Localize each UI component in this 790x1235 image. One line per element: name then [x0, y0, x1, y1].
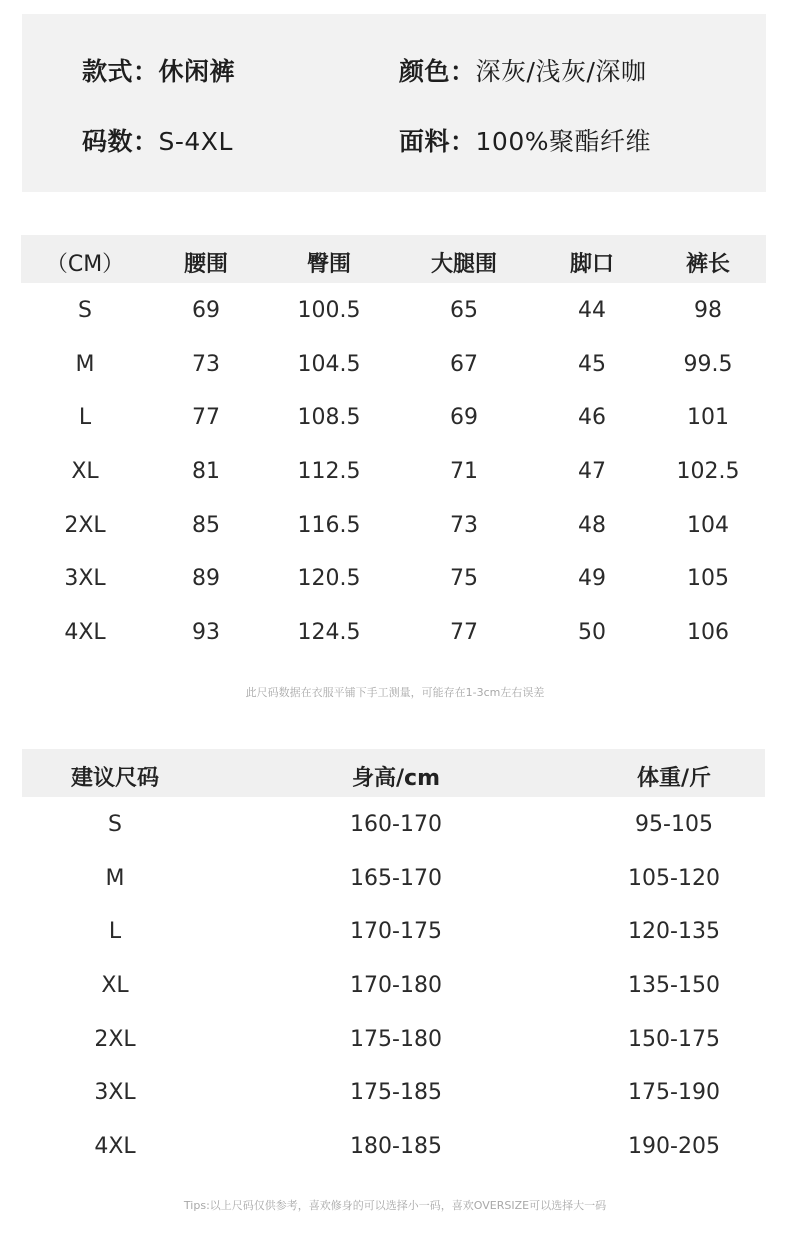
fabric-label: 面料：: [399, 127, 476, 156]
table-cell: M: [105, 865, 125, 891]
table-cell: 93: [192, 620, 220, 646]
table-cell: 100.5: [297, 298, 361, 323]
table-cell: 106: [687, 620, 729, 646]
table-cell: 50: [578, 620, 606, 646]
column-header: 建议尺码: [70, 766, 160, 791]
table-cell: 45: [578, 351, 606, 377]
table-cell: L: [78, 405, 92, 431]
table-cell: 89: [192, 566, 220, 592]
table-cell: 44: [578, 298, 606, 323]
color-info: [399, 52, 646, 88]
table-row: [21, 605, 766, 659]
table-row: [21, 283, 766, 337]
table-cell: 48: [578, 512, 606, 538]
table-cell: 108.5: [297, 405, 361, 431]
fabric-value: 100%聚酯纤维: [475, 127, 651, 156]
table-cell: 175-190: [628, 1080, 720, 1106]
column-header: 臀围: [306, 252, 352, 277]
table-cell: 71: [450, 459, 478, 485]
color-value: 深灰/浅灰/深咖: [475, 57, 647, 86]
table-cell: 101: [687, 405, 729, 431]
table-cell: 77: [450, 620, 478, 646]
table-cell: 77: [192, 405, 220, 431]
table-row: [21, 498, 766, 552]
table-cell: 2XL: [94, 1026, 136, 1052]
size-tips-note: Tips:以上尺码仅供参考，喜欢修身的可以选择小一码，喜欢OVERSIZE可以选择大一码: [183, 1199, 607, 1212]
table-cell: XL: [71, 459, 99, 485]
table-cell: S: [108, 812, 122, 837]
table-cell: 4XL: [94, 1134, 136, 1160]
table-row: [22, 904, 765, 958]
table-row: [22, 1012, 765, 1066]
column-header: 大腿围: [430, 252, 498, 277]
table-cell: 75: [450, 566, 478, 592]
table-cell: 105: [687, 566, 729, 592]
column-header: 脚口: [569, 252, 615, 277]
table-cell: M: [75, 351, 95, 377]
size-value: S-4XL: [158, 127, 233, 156]
table-cell: 3XL: [64, 566, 106, 592]
table-cell: 4XL: [64, 620, 106, 646]
style-value: 休闲裤: [158, 57, 236, 86]
table-cell: 104: [687, 512, 729, 538]
table-cell: 3XL: [94, 1080, 136, 1106]
table-cell: 124.5: [297, 620, 361, 646]
table-cell: 102.5: [676, 459, 740, 485]
column-header: 腰围: [183, 252, 229, 277]
table-row: [22, 797, 765, 851]
column-header: 身高/cm: [351, 766, 441, 791]
table-cell: 170-180: [350, 973, 442, 999]
color-label: 颜色：: [399, 57, 476, 86]
table-cell: 160-170: [350, 812, 442, 837]
table-cell: 73: [450, 512, 478, 538]
table-cell: 99.5: [683, 351, 733, 377]
size-suggestion-table: [22, 749, 765, 1173]
table-cell: 46: [578, 405, 606, 431]
table-cell: 150-175: [628, 1026, 720, 1052]
table-cell: 81: [192, 459, 220, 485]
size-label: 码数：: [82, 127, 159, 156]
table-row: [21, 337, 766, 391]
style-label: 款式：: [82, 57, 159, 86]
table-cell: 135-150: [628, 973, 720, 999]
table-cell: 175-185: [350, 1080, 442, 1106]
column-header: （CM）: [45, 252, 125, 277]
table-row: [22, 1065, 765, 1119]
table-cell: 105-120: [628, 865, 720, 891]
table-cell: 190-205: [628, 1134, 720, 1160]
table-cell: 85: [192, 512, 220, 538]
table-row: [21, 444, 766, 498]
size-suggestion-table-header: [22, 749, 765, 797]
measurement-table: [21, 235, 766, 659]
table-cell: 69: [192, 298, 220, 323]
table-cell: 175-180: [350, 1026, 442, 1052]
table-cell: 47: [578, 459, 606, 485]
table-cell: 120-135: [628, 919, 720, 945]
column-header: 体重/斤: [636, 766, 712, 791]
table-cell: 95-105: [635, 812, 713, 837]
table-cell: 73: [192, 351, 220, 377]
table-cell: 180-185: [350, 1134, 442, 1160]
table-cell: 65: [450, 298, 478, 323]
table-cell: 120.5: [297, 566, 361, 592]
table-cell: XL: [101, 973, 129, 999]
table-cell: S: [78, 298, 92, 323]
table-cell: 116.5: [297, 512, 361, 538]
table-cell: 112.5: [297, 459, 361, 485]
table-cell: 49: [578, 566, 606, 592]
table-row: [22, 851, 765, 905]
table-row: [21, 551, 766, 605]
table-cell: 67: [450, 351, 478, 377]
column-header: 裤长: [685, 252, 731, 277]
table-row: [21, 390, 766, 444]
product-info-box: [22, 14, 766, 192]
table-cell: L: [108, 919, 122, 945]
measurement-table-header: [21, 235, 766, 283]
size-range-info: [82, 122, 233, 158]
table-cell: 2XL: [64, 512, 106, 538]
table-row: [22, 958, 765, 1012]
fabric-info: [399, 122, 651, 158]
table-cell: 98: [694, 298, 722, 323]
table-cell: 69: [450, 405, 478, 431]
measurement-note: 此尺码数据在衣服平铺下手工测量，可能存在1-3cm左右误差: [245, 686, 545, 699]
table-cell: 104.5: [297, 351, 361, 377]
table-cell: 165-170: [350, 865, 442, 891]
table-row: [22, 1119, 765, 1173]
style-info: [82, 52, 235, 88]
table-cell: 170-175: [350, 919, 442, 945]
